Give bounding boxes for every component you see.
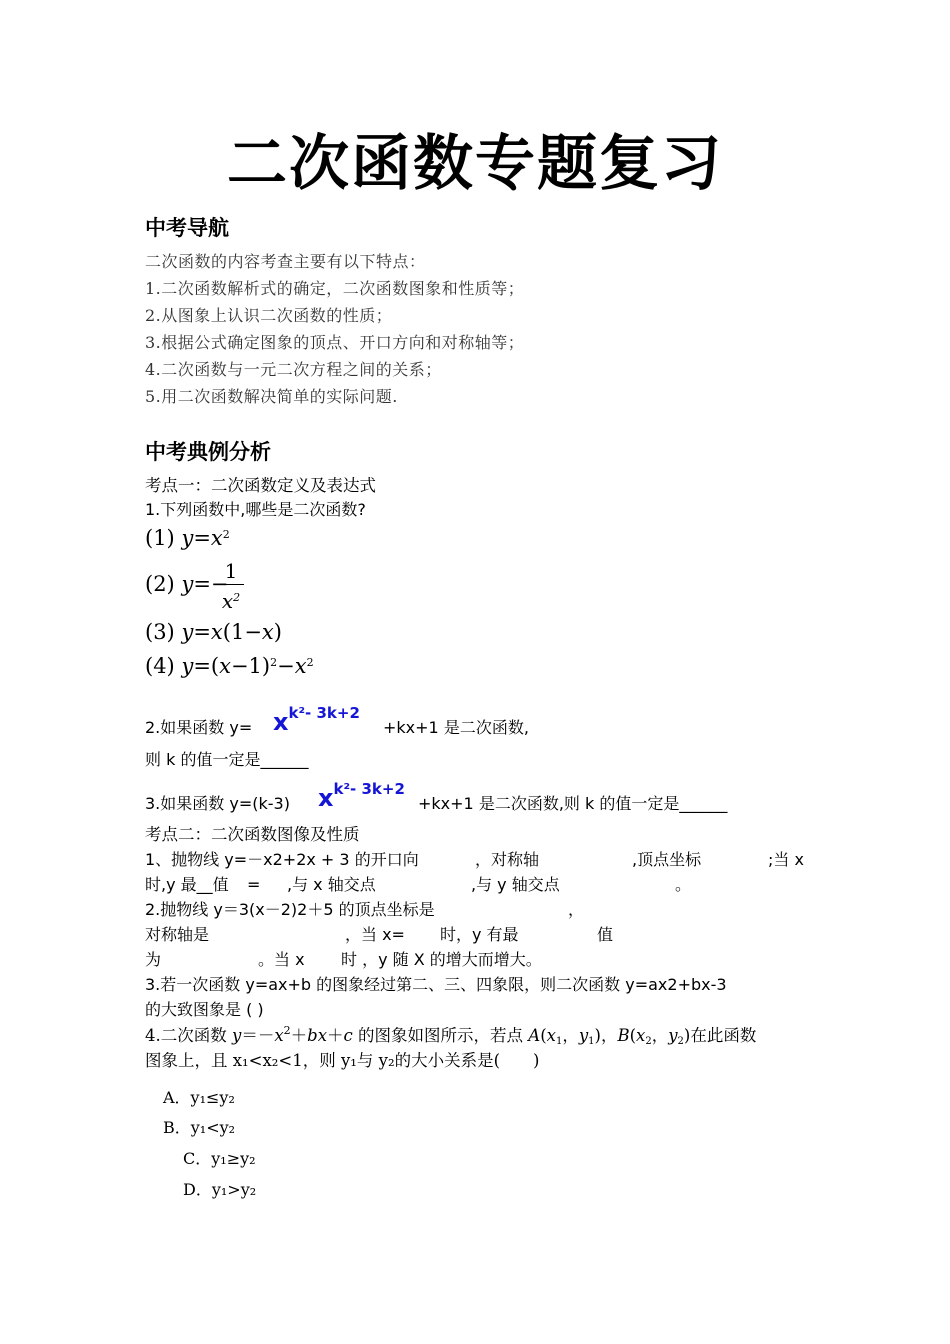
p2q2-c: 对称轴是: [145, 925, 210, 944]
p2q2-h: 。当 x: [258, 950, 305, 969]
p2q3-line2: 的大致图象是 ( ): [145, 1000, 264, 1019]
p2q1-g: ,与 x 轴交点: [287, 875, 376, 894]
point1-question2-suffix: +kx+1 是二次函数,: [383, 718, 529, 737]
nav-line: 2.从图象上认识二次函数的性质；: [145, 306, 393, 325]
exponent-expression: xk²- 3k+2: [273, 704, 360, 736]
point1-question3-suffix: +kx+1 是二次函数,则 k 的值一定是______: [418, 794, 728, 813]
nav-line: 3.根据公式确定图象的顶点、开口方向和对称轴等；: [145, 333, 525, 352]
p2q2-b: ，: [568, 900, 585, 919]
p2q1-h: ,与 y 轴交点: [471, 875, 560, 894]
option-b[interactable]: B．y₁<y₂: [163, 1118, 236, 1137]
formula-2: (2) y=−: [145, 572, 229, 596]
page-title: 二次函数专题复习: [227, 129, 723, 199]
formula-4: (4) $y=(x-1)^2-x^2$: [145, 654, 314, 678]
option-a[interactable]: A．y₁≤y₂: [163, 1088, 235, 1107]
section-heading-nav: 中考导航: [145, 216, 229, 240]
option-d[interactable]: D．y₁>y₂: [183, 1180, 257, 1199]
nav-line: 5.用二次函数解决简单的实际问题.: [145, 387, 398, 406]
p2q4-line2: 图象上，且 x₁<x₂<1，则 y₁与 y₂的大小关系是( ): [145, 1051, 540, 1070]
point1-question2-line2: 则 k 的值一定是______: [145, 750, 309, 769]
p2q1-f: =: [247, 875, 261, 894]
formula-3: (3) y=x(1−x): [145, 620, 282, 644]
point1-title: 考点一：二次函数定义及表达式: [145, 476, 376, 495]
p2q1-d: ;当 x: [768, 850, 804, 869]
option-c[interactable]: C．y₁≥y₂: [183, 1149, 256, 1168]
point1-question2: 2.如果函数 y=: [145, 718, 253, 737]
p2q1-i: 。: [675, 875, 692, 894]
p2q1-e: 时,y 最__值: [145, 875, 229, 894]
nav-line: 二次函数的内容考查主要有以下特点：: [145, 252, 426, 271]
p2q2-g: 为: [145, 950, 162, 969]
p2q2-i: 时 ，y 随 X 的增大而增大。: [341, 950, 542, 969]
p2q1-c: ,顶点坐标: [632, 850, 702, 869]
p2q2-a: 2.抛物线 y＝3(x－2)2＋5 的顶点坐标是: [145, 900, 435, 919]
p2q2-f: 值: [597, 925, 614, 944]
p2q4-line1: 4.二次函数 $y=-x^2+bx+c$ 的图象如图所示，若点 $A(x_1$，$y_1$)，$B(x_2$，$y_2$)在此函数: [145, 1024, 757, 1047]
nav-line: 1.二次函数解析式的确定，二次函数图象和性质等；: [145, 279, 525, 298]
exponent-expression: xk²- 3k+2: [318, 780, 405, 812]
point1-question1: 1.下列函数中,哪些是二次函数?: [145, 500, 366, 519]
p2q1-a: 1、抛物线 y=－x2+2x + 3 的开口向: [145, 850, 419, 869]
point1-question3: 3.如果函数 y=(k-3): [145, 794, 290, 813]
formula-1: (1) $y=x^2$: [145, 526, 230, 550]
p2q2-d: ，当 x=: [345, 925, 405, 944]
p2q2-e: 时，y 有最: [440, 925, 519, 944]
p2q3-line1: 3.若一次函数 y=ax+b 的图象经过第二、三、四象限，则二次函数 y=ax2+bx-3: [145, 975, 727, 994]
nav-line: 4.二次函数与一元二次方程之间的关系；: [145, 360, 442, 379]
p2q1-b: ，对称轴: [475, 850, 540, 869]
formula-2-fraction: 1 $x^2$: [218, 558, 244, 614]
point2-title: 考点二：二次函数图像及性质: [145, 825, 360, 844]
section-heading-analysis: 中考典例分析: [145, 440, 271, 464]
